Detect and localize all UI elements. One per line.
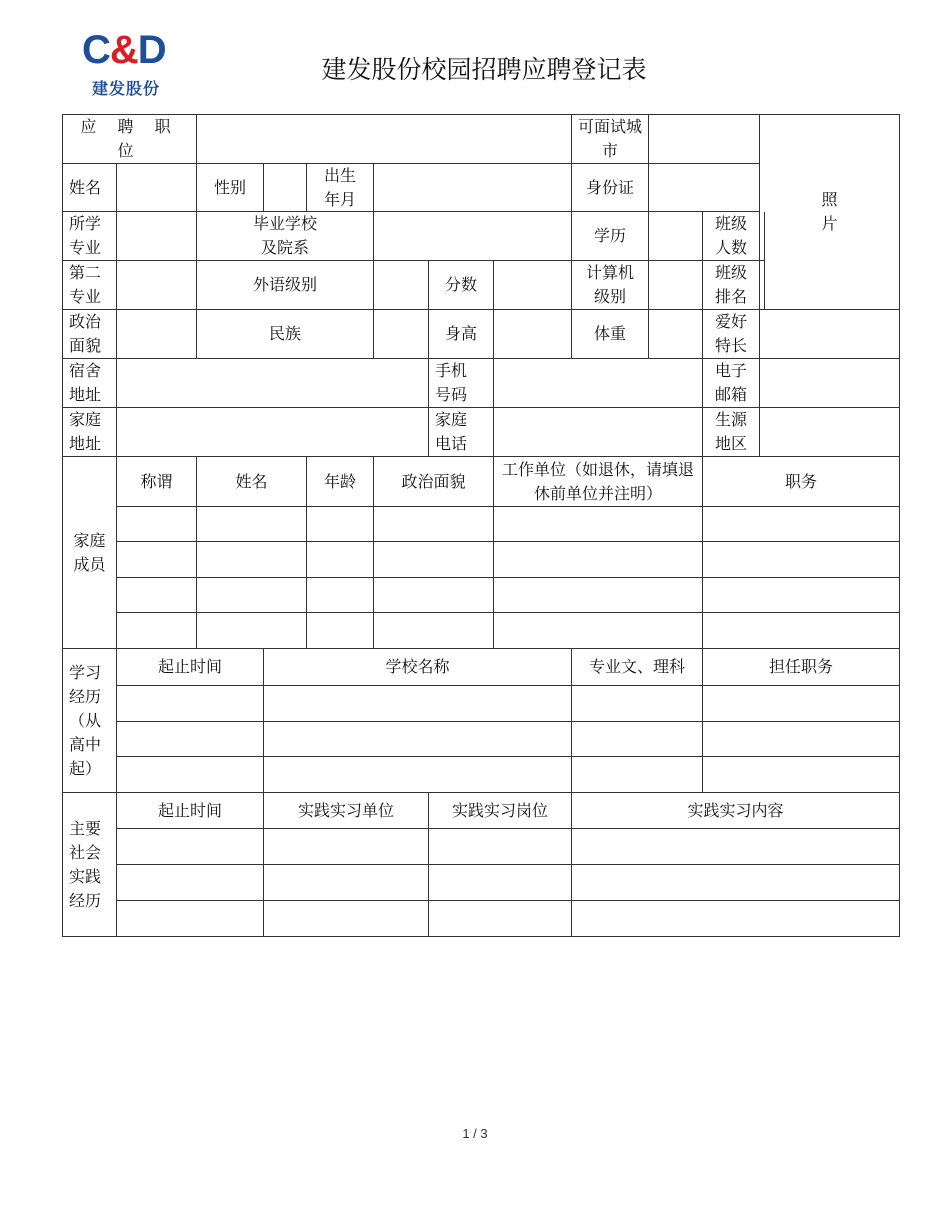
family-cell[interactable] xyxy=(307,507,374,542)
foreign-lang-label xyxy=(197,261,374,310)
position-label-text: 应 聘 职 位 xyxy=(80,117,179,160)
home-address-field[interactable] xyxy=(117,408,429,457)
gender-label-text: 性别 xyxy=(213,177,246,197)
origin-label xyxy=(703,408,760,457)
study-cell[interactable] xyxy=(703,686,900,722)
second-major-label xyxy=(62,261,117,310)
family-cell[interactable] xyxy=(703,578,900,613)
computer-field[interactable] xyxy=(649,261,703,310)
home-phone-label xyxy=(429,408,494,457)
family-cell[interactable] xyxy=(494,613,703,649)
study-header-text: 学校名称 xyxy=(385,657,450,676)
school-label xyxy=(197,212,374,261)
practice-header-text: 实践实习岗位 xyxy=(451,800,548,820)
weight-label xyxy=(572,310,649,359)
class-rank-label-text: 班级排名 xyxy=(714,263,747,306)
family-cell[interactable] xyxy=(117,613,197,649)
home-address-label xyxy=(62,408,117,457)
practice-cell[interactable] xyxy=(572,901,900,937)
hobby-label xyxy=(703,310,760,359)
interview-city-label xyxy=(572,114,649,164)
school-field[interactable] xyxy=(374,212,572,261)
family-cell[interactable] xyxy=(374,542,494,578)
height-label-text: 身高 xyxy=(444,324,477,343)
practice-cell[interactable] xyxy=(429,829,572,865)
mobile-field[interactable] xyxy=(494,359,703,408)
study-section-label xyxy=(62,649,117,793)
family-header-text: 政治面貌 xyxy=(401,471,466,491)
family-section-label-text: 家庭成员 xyxy=(73,530,106,574)
second-major-field[interactable] xyxy=(117,261,197,310)
photo-box xyxy=(760,114,900,310)
interview-city-field[interactable] xyxy=(649,114,760,164)
study-cell[interactable] xyxy=(703,757,900,793)
foreign-lang-label-text: 外语级别 xyxy=(252,275,317,294)
practice-header xyxy=(572,793,900,829)
family-header xyxy=(197,457,307,507)
family-section-label xyxy=(62,457,117,649)
practice-header xyxy=(264,793,429,829)
family-cell[interactable] xyxy=(117,578,197,613)
practice-cell[interactable] xyxy=(117,829,264,865)
study-cell[interactable] xyxy=(117,757,264,793)
dorm-label xyxy=(62,359,117,408)
study-cell[interactable] xyxy=(264,757,572,793)
family-cell[interactable] xyxy=(307,578,374,613)
dorm-label-text: 宿舍地址 xyxy=(69,361,102,404)
photo-box-text: 照片 xyxy=(821,190,838,233)
family-header-text: 年龄 xyxy=(323,471,356,491)
practice-cell[interactable] xyxy=(572,865,900,901)
class-rank-field[interactable] xyxy=(760,261,765,310)
degree-label-text: 学历 xyxy=(593,226,626,245)
study-header xyxy=(572,649,703,686)
page-number: 1 / 3 xyxy=(462,1126,488,1141)
id-field[interactable] xyxy=(649,164,760,212)
study-cell[interactable] xyxy=(264,722,572,757)
home-address-label-text: 家庭地址 xyxy=(69,410,102,453)
family-header-text: 称谓 xyxy=(140,471,173,491)
mobile-label xyxy=(429,359,494,408)
weight-field[interactable] xyxy=(649,310,703,359)
computer-label xyxy=(572,261,649,310)
practice-header-text: 实践实习内容 xyxy=(687,800,784,820)
family-header xyxy=(494,457,703,507)
family-cell[interactable] xyxy=(374,613,494,649)
study-header xyxy=(117,649,264,686)
practice-header-text: 实践实习单位 xyxy=(297,800,394,820)
class-size-label-text: 班级人数 xyxy=(714,214,747,257)
family-header-text: 工作单位（如退休，请填退休前单位并注明） xyxy=(501,459,694,503)
family-cell[interactable] xyxy=(117,542,197,578)
study-cell[interactable] xyxy=(572,757,703,793)
name-label xyxy=(62,164,117,212)
family-cell[interactable] xyxy=(197,613,307,649)
practice-cell[interactable] xyxy=(429,901,572,937)
computer-label-text: 计算机级别 xyxy=(585,263,634,306)
family-header xyxy=(374,457,494,507)
registration-form xyxy=(62,114,900,937)
family-header xyxy=(117,457,197,507)
practice-cell[interactable] xyxy=(117,865,264,901)
family-cell[interactable] xyxy=(703,613,900,649)
family-cell[interactable] xyxy=(494,542,703,578)
dorm-field[interactable] xyxy=(117,359,429,408)
degree-field[interactable] xyxy=(649,212,703,261)
practice-cell[interactable] xyxy=(264,829,429,865)
email-label-text: 电子邮箱 xyxy=(714,361,747,404)
practice-cell[interactable] xyxy=(572,829,900,865)
practice-cell[interactable] xyxy=(264,865,429,901)
family-header-text: 姓名 xyxy=(235,471,268,491)
practice-header xyxy=(117,793,264,829)
interview-city-label-text: 可面试城市 xyxy=(577,117,642,160)
family-header-text: 职务 xyxy=(784,471,817,491)
family-cell[interactable] xyxy=(197,507,307,542)
position-field[interactable] xyxy=(197,114,572,164)
major-label-text: 所学专业 xyxy=(69,214,102,257)
school-label-text: 毕业学校及院系 xyxy=(252,214,317,257)
family-cell[interactable] xyxy=(197,542,307,578)
birth-field[interactable] xyxy=(374,164,572,212)
family-cell[interactable] xyxy=(703,507,900,542)
practice-cell[interactable] xyxy=(264,901,429,937)
height-label xyxy=(429,310,494,359)
height-field[interactable] xyxy=(494,310,572,359)
id-label-text: 身份证 xyxy=(585,177,634,197)
major-label xyxy=(62,212,117,261)
birth-label xyxy=(307,164,374,212)
study-cell[interactable] xyxy=(117,686,264,722)
second-major-label-text: 第二专业 xyxy=(69,263,102,306)
practice-section-label xyxy=(62,793,117,937)
family-cell[interactable] xyxy=(307,542,374,578)
family-cell[interactable] xyxy=(117,507,197,542)
study-cell[interactable] xyxy=(703,722,900,757)
family-cell[interactable] xyxy=(197,578,307,613)
practice-header xyxy=(429,793,572,829)
origin-field[interactable] xyxy=(760,408,900,457)
study-cell[interactable] xyxy=(117,722,264,757)
birth-label-text: 出生年月 xyxy=(323,165,356,209)
email-field[interactable] xyxy=(760,359,900,408)
study-header-text: 专业文、理科 xyxy=(588,657,685,676)
family-header xyxy=(703,457,900,507)
score-label-text: 分数 xyxy=(444,275,477,294)
family-cell[interactable] xyxy=(374,578,494,613)
position-label xyxy=(62,114,197,164)
practice-cell[interactable] xyxy=(117,901,264,937)
study-header xyxy=(703,649,900,686)
major-field[interactable] xyxy=(117,212,197,261)
ethnicity-field[interactable] xyxy=(374,310,429,359)
page-title: 建发股份校园招聘应聘登记表 xyxy=(321,55,647,84)
score-label xyxy=(429,261,494,310)
study-cell[interactable] xyxy=(572,722,703,757)
origin-label-text: 生源地区 xyxy=(714,410,747,453)
home-phone-field[interactable] xyxy=(494,408,703,457)
family-cell[interactable] xyxy=(703,542,900,578)
family-cell[interactable] xyxy=(494,578,703,613)
name-label-text: 姓名 xyxy=(69,177,102,197)
study-cell[interactable] xyxy=(572,686,703,722)
ethnicity-label-text: 民族 xyxy=(268,324,301,343)
class-size-field[interactable] xyxy=(760,212,765,261)
email-label xyxy=(703,359,760,408)
family-cell[interactable] xyxy=(374,507,494,542)
score-field[interactable] xyxy=(494,261,572,310)
political-label xyxy=(62,310,117,359)
practice-section-label-text: 主要社会实践经历 xyxy=(69,818,102,910)
logo-mark: C&D xyxy=(82,28,166,72)
mobile-label-text: 手机号码 xyxy=(435,361,468,404)
gender-label xyxy=(197,164,264,212)
practice-cell[interactable] xyxy=(429,865,572,901)
study-header-text: 起止时间 xyxy=(157,657,222,676)
study-section-label-text: 学习经历（从高中起） xyxy=(69,662,102,778)
family-cell[interactable] xyxy=(307,613,374,649)
class-rank-label xyxy=(703,261,760,310)
family-cell[interactable] xyxy=(494,507,703,542)
degree-label xyxy=(572,212,649,261)
hobby-label-text: 爱好特长 xyxy=(714,312,747,355)
study-cell[interactable] xyxy=(264,686,572,722)
practice-header-text: 起止时间 xyxy=(157,800,222,820)
gender-field[interactable] xyxy=(264,164,307,212)
weight-label-text: 体重 xyxy=(593,324,626,343)
family-header xyxy=(307,457,374,507)
class-size-label xyxy=(703,212,760,261)
home-phone-label-text: 家庭电话 xyxy=(435,410,468,453)
ethnicity-label xyxy=(197,310,374,359)
foreign-lang-field[interactable] xyxy=(374,261,429,310)
id-label xyxy=(572,164,649,212)
study-header-text: 担任职务 xyxy=(768,657,833,676)
political-field[interactable] xyxy=(117,310,197,359)
logo-subtitle: 建发股份 xyxy=(92,79,161,98)
name-field[interactable] xyxy=(117,164,197,212)
political-label-text: 政治面貌 xyxy=(69,312,102,355)
study-header xyxy=(264,649,572,686)
hobby-field[interactable] xyxy=(760,310,900,359)
